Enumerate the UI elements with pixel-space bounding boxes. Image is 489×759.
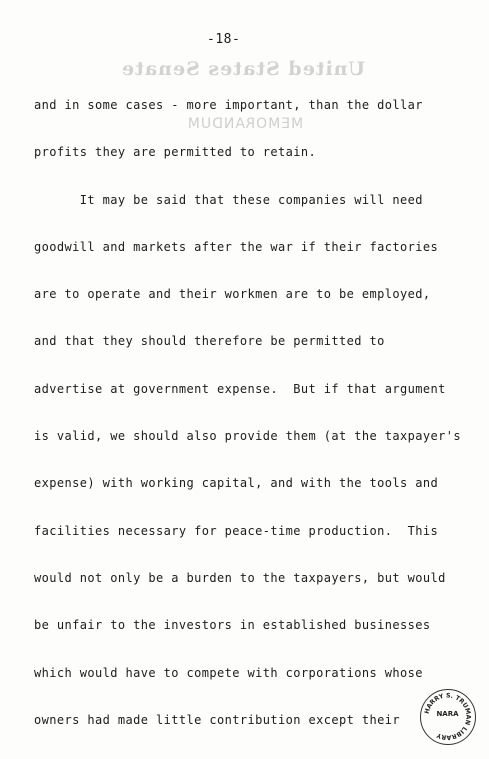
text-line: owners had made little contribution except their xyxy=(34,712,400,727)
letterhead-bleed-through: United States Senate xyxy=(120,58,366,80)
page-number: -18- xyxy=(207,32,241,47)
text-line: profits they are permitted to retain. xyxy=(34,145,317,160)
text-line: which would have to compete with corporations whose xyxy=(34,665,423,680)
text-line: facilities necessary for peace-time production. This xyxy=(34,523,439,538)
letterhead-subtitle-bleed-through: MEMORANDUM xyxy=(186,116,304,132)
text-line: goodwill and markets after the war if their factories xyxy=(34,239,439,254)
text-line: and that they should therefore be permitted to xyxy=(34,334,385,349)
text-line: is valid, we should also provide them (at the taxpayer's xyxy=(34,429,461,444)
typed-body-text xyxy=(34,82,464,744)
text-line: be unfair to the investors in established businesses xyxy=(34,618,431,633)
stamp-center-text: NARA xyxy=(436,710,459,718)
text-line: are to operate and their workmen are to be employed, xyxy=(34,287,431,302)
text-line: It may be said that these companies will need xyxy=(34,192,423,207)
text-line: expense) with working capital, and with the tools and xyxy=(34,476,439,491)
text-line: advertise at government expense. But if that argument xyxy=(34,381,446,396)
text-line: would not only be a burden to the taxpayers, but would xyxy=(34,570,446,585)
library-stamp xyxy=(420,689,476,745)
stamp-ring-text: HARRY S. TRUMAN LIBRARY xyxy=(423,692,472,741)
text-line: and in some cases - more important, than the dollar xyxy=(34,98,423,112)
